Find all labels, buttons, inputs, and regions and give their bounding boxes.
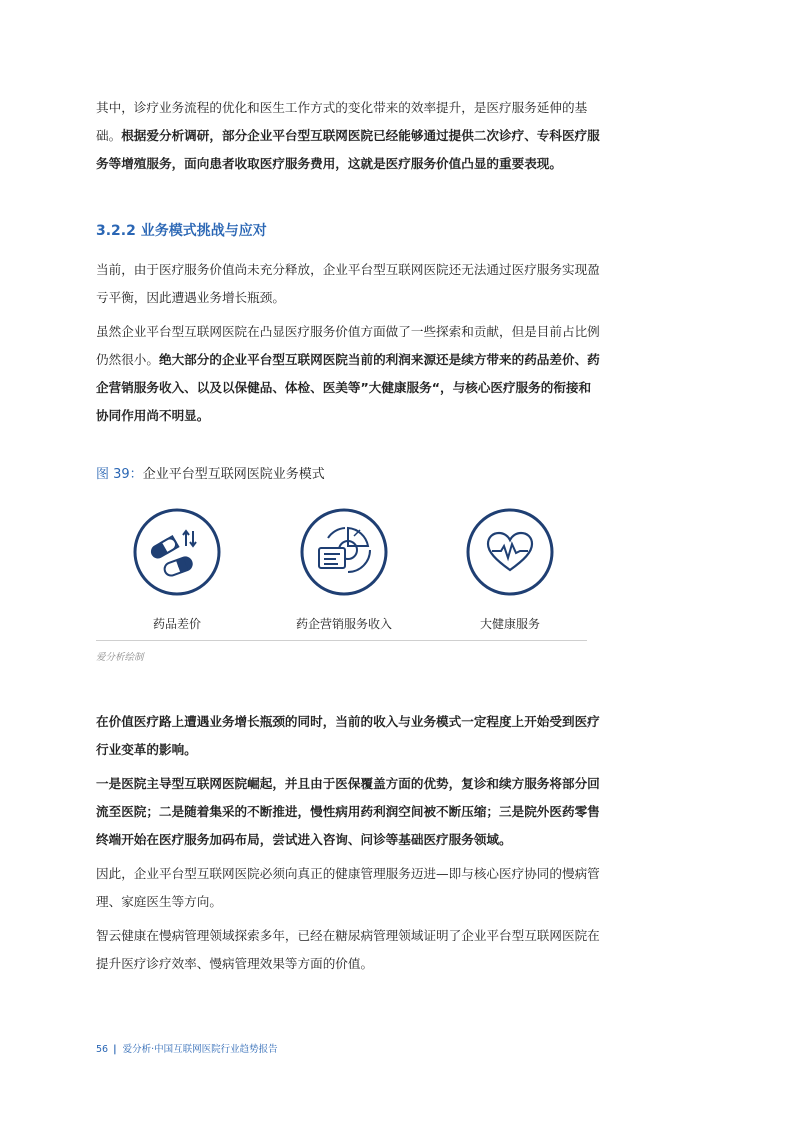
figure-source: 爱分析绘制 [96, 652, 144, 663]
footer-text: 爱分析·中国互联网医院行业趋势报告 [122, 1044, 278, 1055]
paragraph-current-status: 当前，由于医疗服务价值尚未充分释放，企业平台型互联网医院还无法通过医疗服务实现盈亏平衡，因此遭遇业务增长瓶颈。 [96, 262, 600, 305]
figure-label-health-services: 大健康服务 [479, 617, 540, 631]
figure-title-text: 企业平台型互联网医院业务模式 [142, 467, 325, 482]
figure-number: 图 39： [96, 467, 143, 482]
page-number: 56 [96, 1044, 109, 1055]
page-footer [96, 1042, 278, 1058]
paragraph-efficiency [96, 94, 602, 178]
paragraph-case-study: 智云健康在慢病管理领域探索多年，已经在糖尿病管理领域证明了企业平台型互联网医院在提升医疗诊疗效率、慢病管理效果等方面的价值。 [96, 928, 600, 971]
paragraph-industry-change: 在价值医疗路上遭遇业务增长瓶颈的同时，当前的收入与业务模式一定程度上开始受到医疗行业变革的影响。 [96, 714, 600, 757]
heart-pulse-icon [464, 506, 556, 598]
section-heading: 3.2.2 业务模式挑战与应对 [96, 223, 267, 239]
footer-separator: | [113, 1044, 117, 1055]
pills-exchange-icon [131, 506, 223, 598]
paragraph-three-trends: 一是医院主导型互联网医院崛起，并且由于医保覆盖方面的优势，复诊和续方服务将部分回流至医院；二是随着集采的不断推进，慢性病用药利润空间被不断压缩；三是院外医药零售终端开始在医疗服务加码布局，尝试进入咨询、问诊等基础医疗服务领域。 [96, 776, 600, 847]
paragraph-bold-text: 绝大部分的企业平台型互联网医院当前的利润来源还是续方带来的药品差价、药企营销服务收入、以及以保健品、体检、医美等”大健康服务“，与核心医疗服务的衔接和协同作用尚不明显。 [96, 352, 600, 423]
paragraph-profit-sources [96, 318, 602, 430]
figure-label-pharma-marketing: 药企营销服务收入 [295, 617, 392, 631]
document-chart-icon [298, 506, 390, 598]
figure-label-drug-margin: 药品差价 [152, 617, 201, 631]
paragraph-text: 其中，诊疗业务流程的优化和医生工作方式的变化带来的效率提升，是医疗服务延伸的基础。 [96, 100, 588, 143]
figure-divider [96, 640, 587, 641]
paragraph-health-management: 因此，企业平台型互联网医院必须向真正的健康管理服务迈进—即与核心医疗协同的慢病管理、家庭医生等方向。 [96, 866, 600, 909]
figure-title [96, 463, 325, 487]
paragraph-text: 虽然企业平台型互联网医院在凸显医疗服务价值方面做了一些探索和贡献，但是目前占比例仍然很小。 [96, 324, 600, 367]
paragraph-bold-text: 根据爱分析调研，部分企业平台型互联网医院已经能够通过提供二次诊疗、专科医疗服务等增殖服务，面向患者收取医疗服务费用，这就是医疗服务价值凸显的重要表现。 [96, 128, 600, 171]
